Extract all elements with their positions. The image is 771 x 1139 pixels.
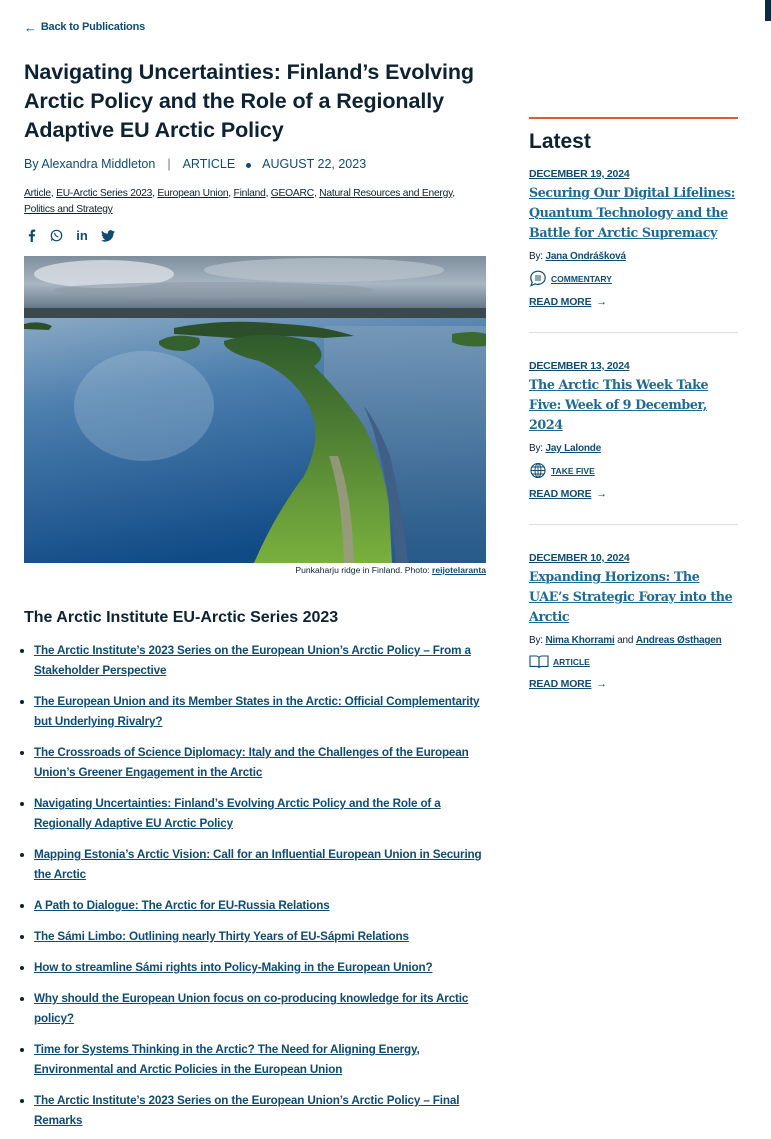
arrow-left-icon: ← (24, 19, 37, 35)
author-link[interactable]: Andreas Østhagen (635, 635, 722, 646)
read-more-link[interactable] (529, 488, 738, 500)
hero-image (24, 256, 486, 563)
read-more-link[interactable] (529, 296, 738, 308)
globe-icon (529, 462, 547, 479)
card-type[interactable] (529, 270, 738, 287)
card-author (529, 251, 738, 262)
article-date: AUGUST 22, 2023 (262, 157, 367, 171)
byline (24, 157, 366, 171)
series-link[interactable]: The European Union and its Member States in the Arctic: Official Complementarity but Underlying Rivalry? (34, 695, 480, 728)
arrow-right-icon: → (596, 296, 607, 308)
card-date[interactable]: DECEMBER 10, 2024 (529, 552, 630, 564)
facebook-icon[interactable] (24, 228, 39, 243)
series-link[interactable]: Time for Systems Thinking in the Arctic? The Need for Aligning Energy, Environmental and Arctic Policies in the European Union (34, 1043, 420, 1076)
card-date[interactable]: DECEMBER 19, 2024 (529, 168, 630, 180)
list-item (24, 845, 486, 885)
back-label: Back to Publications (40, 21, 146, 33)
accent-rule (529, 117, 738, 119)
arrow-right-icon: → (596, 678, 607, 690)
series-link[interactable]: The Arctic Institute’s 2023 Series on the European Union’s Arctic Policy – From a Stakeholder Perspective (34, 644, 471, 677)
list-item (24, 692, 486, 732)
author-link[interactable]: Jay Lalonde (545, 443, 602, 454)
series-link[interactable]: The Arctic Institute’s 2023 Series on the European Union’s Arctic Policy – Final Remarks (34, 1094, 460, 1127)
social-share (24, 228, 115, 243)
series-link[interactable]: A Path to Dialogue: The Arctic for EU-Russia Relations (34, 899, 330, 912)
list-item (24, 641, 486, 681)
tag-link[interactable]: GEOARC (270, 188, 314, 199)
read-more-label: READ MORE (529, 296, 592, 308)
tag-list: Article, EU-Arctic Series 2023, European Union, Finland, GEOARC, Natural Resources and Energy, Politics and Strategy (24, 188, 455, 215)
arrow-right-icon: → (596, 488, 607, 500)
read-more-link[interactable] (529, 678, 738, 690)
and-label: and (617, 635, 634, 646)
latest-card (529, 154, 738, 308)
card-author (529, 635, 738, 646)
by-label: By: (529, 443, 543, 454)
tag-link[interactable]: Politics and Strategy (24, 204, 113, 215)
series-link[interactable]: Navigating Uncertainties: Finland’s Evolving Arctic Policy and the Role of a Regionally Adaptive EU Arctic Policy (34, 797, 441, 830)
card-title-link[interactable]: Expanding Horizons: The UAE’s Strategic Foray into the Arctic (529, 569, 733, 624)
image-caption (295, 565, 486, 575)
card-type[interactable] (529, 654, 738, 669)
tag-link[interactable]: Finland (233, 188, 266, 199)
photo-credit-link[interactable]: reijotelaranta (432, 565, 486, 575)
series-link[interactable]: The Crossroads of Science Diplomacy: Italy and the Challenges of the European Union’s Greener Engagement in the Arctic (34, 746, 469, 779)
read-more-label: READ MORE (529, 678, 592, 690)
latest-card (529, 524, 738, 690)
list-item (24, 743, 486, 783)
byline-separator: | (167, 157, 171, 171)
list-item (24, 1091, 486, 1131)
latest-title: Latest (529, 130, 591, 153)
list-item (24, 1040, 486, 1080)
by-label: By: (529, 251, 543, 262)
series-link[interactable]: How to streamline Sámi rights into Policy-Making in the European Union? (34, 961, 433, 974)
card-author (529, 443, 738, 454)
linkedin-icon[interactable]: in (76, 228, 88, 243)
series-title: The Arctic Institute EU-Arctic Series 2023 (24, 609, 339, 626)
by-label: By: (529, 635, 543, 646)
author-link[interactable]: Jana Ondrášková (545, 251, 626, 262)
page-title: Navigating Uncertainties: Finland’s Evolving Arctic Policy and the Role of a Regionally Adaptive EU Arctic Policy (24, 60, 474, 142)
type-label: ARTICLE (553, 656, 590, 667)
list-item (24, 958, 486, 978)
card-type[interactable] (529, 462, 738, 479)
author: By Alexandra Middleton (24, 157, 156, 171)
book-icon (529, 654, 549, 669)
list-item (24, 896, 486, 916)
twitter-icon[interactable] (100, 228, 115, 243)
tag-link[interactable]: Natural Resources and Energy (319, 188, 453, 199)
tag-link[interactable]: European Union (157, 188, 229, 199)
list-item (24, 927, 486, 947)
read-more-label: READ MORE (529, 488, 592, 500)
series-link[interactable]: Mapping Estonia’s Arctic Vision: Call for an Influential European Union in Securing the Arctic (34, 848, 482, 881)
speech-bubble-icon (529, 270, 547, 287)
list-item (24, 989, 486, 1029)
card-title-link[interactable]: The Arctic This Week Take Five: Week of 9 December, 2024 (529, 377, 709, 432)
card-title-link[interactable]: Securing Our Digital Lifelines: Quantum Technology and the Battle for Arctic Supremacy (529, 185, 736, 240)
card-date[interactable]: DECEMBER 13, 2024 (529, 360, 630, 372)
type-label: COMMENTARY (551, 273, 612, 284)
tag-link[interactable]: EU-Arctic Series 2023 (56, 188, 153, 199)
latest-card (529, 332, 738, 500)
back-to-publications-link[interactable] (24, 21, 145, 33)
article-type: ARTICLE (182, 157, 236, 171)
tag-link[interactable]: Article (24, 188, 51, 199)
dot-separator (246, 163, 251, 168)
series-list (24, 641, 486, 1139)
whatsapp-icon[interactable] (49, 228, 64, 243)
series-link[interactable]: The Sámi Limbo: Outlining nearly Thirty Years of EU-Sápmi Relations (34, 930, 409, 943)
caption-text: Punkaharju ridge in Finland. Photo: (295, 565, 433, 575)
type-label: TAKE FIVE (551, 465, 595, 476)
author-link[interactable]: Nima Khorrami (545, 635, 615, 646)
corner-tab[interactable] (765, 0, 771, 21)
latest-sidebar (529, 117, 738, 690)
list-item (24, 794, 486, 834)
series-link[interactable]: Why should the European Union focus on co-producing knowledge for its Arctic policy? (34, 992, 469, 1025)
